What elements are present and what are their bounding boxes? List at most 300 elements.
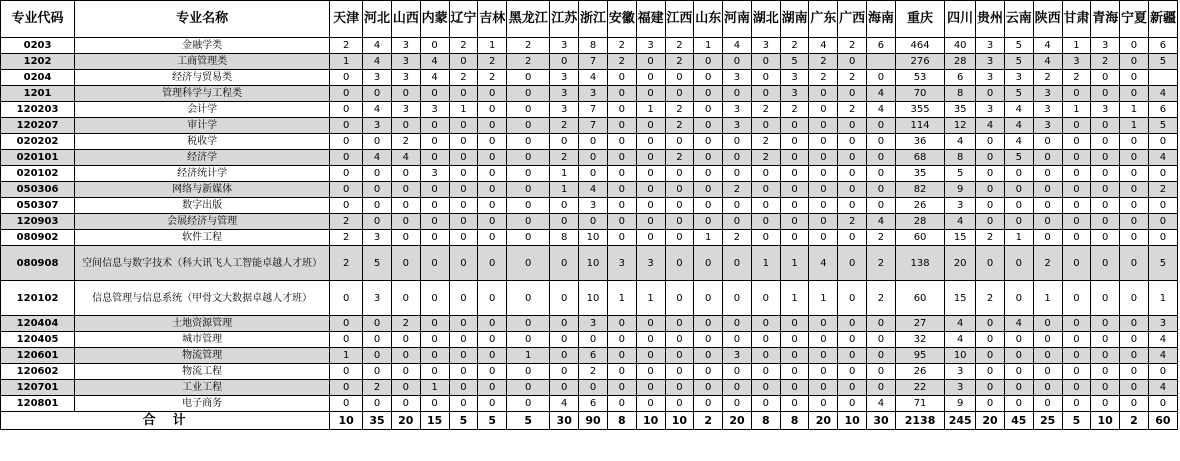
total-cell: 8 [780,412,809,430]
quota-cell: 0 [1033,150,1062,166]
quota-cell: 0 [330,380,363,396]
quota-cell: 2 [665,102,694,118]
quota-cell: 3 [636,246,665,281]
header-province: 山西 [391,1,420,38]
quota-cell: 0 [751,118,780,134]
quota-cell: 0 [507,281,550,316]
quota-cell: 0 [976,380,1005,396]
quota-cell: 0 [780,182,809,198]
quota-cell: 0 [420,182,449,198]
quota-cell: 0 [1004,166,1033,182]
quota-cell: 0 [723,150,752,166]
quota-cell: 0 [636,230,665,246]
quota-cell: 0 [1091,230,1120,246]
header-province: 青海 [1091,1,1120,38]
quota-cell: 0 [838,348,867,364]
quota-cell: 0 [420,364,449,380]
quota-cell: 0 [478,230,507,246]
quota-cell: 0 [391,182,420,198]
quota-cell: 0 [665,86,694,102]
quota-cell: 0 [330,198,363,214]
quota-cell: 0 [550,380,579,396]
quota-cell: 4 [723,38,752,54]
quota-cell: 0 [1120,230,1149,246]
quota-cell: 0 [665,70,694,86]
quota-cell: 0 [636,364,665,380]
quota-cell: 3 [391,54,420,70]
quota-cell: 0 [391,364,420,380]
total-label: 合 计 [1,412,330,430]
quota-cell: 0 [1033,230,1062,246]
quota-cell: 0 [751,380,780,396]
quota-cell: 0 [976,166,1005,182]
quota-cell: 0 [607,118,636,134]
quota-cell: 0 [391,118,420,134]
quota-cell: 0 [665,364,694,380]
quota-cell: 0 [1033,332,1062,348]
quota-cell: 0 [976,246,1005,281]
quota-cell: 4 [945,332,976,348]
major-name: 信息管理与信息系统（甲骨文大数据卓越人才班） [75,281,330,316]
header-province: 陕西 [1033,1,1062,38]
quota-cell: 0 [1004,380,1033,396]
quota-cell: 0 [694,102,723,118]
quota-cell: 0 [1091,182,1120,198]
table-row [1,134,1178,150]
table-row [1,54,1178,70]
total-cell: 60 [1148,412,1177,430]
quota-cell: 0 [809,134,838,150]
quota-cell: 0 [363,348,392,364]
quota-cell: 7 [579,102,608,118]
total-cell: 2 [694,412,723,430]
quota-cell: 0 [449,150,478,166]
quota-cell: 0 [838,86,867,102]
quota-cell: 0 [607,380,636,396]
quota-cell: 0 [1148,166,1177,182]
quota-cell: 3 [550,70,579,86]
quota-cell: 0 [665,348,694,364]
quota-cell: 4 [363,150,392,166]
quota-cell: 0 [1120,150,1149,166]
quota-cell: 4 [579,182,608,198]
quota-cell: 0 [665,230,694,246]
quota-cell: 4 [867,214,896,230]
quota-cell: 68 [895,150,944,166]
quota-cell: 0 [1062,166,1091,182]
quota-cell: 4 [976,118,1005,134]
quota-cell: 0 [665,134,694,150]
total-cell: 5 [478,412,507,430]
quota-cell: 1 [1148,281,1177,316]
quota-cell: 20 [945,246,976,281]
quota-cell: 0 [550,364,579,380]
header-province: 江西 [665,1,694,38]
quota-cell: 0 [478,150,507,166]
quota-cell: 0 [838,198,867,214]
header-province: 新疆 [1148,1,1177,38]
quota-cell: 0 [478,380,507,396]
quota-cell: 0 [507,70,550,86]
quota-cell: 0 [449,281,478,316]
quota-cell: 0 [867,364,896,380]
quota-cell: 0 [420,38,449,54]
quota-cell: 0 [1120,214,1149,230]
quota-cell: 0 [478,182,507,198]
quota-cell: 5 [1148,246,1177,281]
quota-cell: 3 [1091,38,1120,54]
quota-cell: 3 [391,70,420,86]
quota-cell: 0 [694,246,723,281]
quota-cell: 0 [507,150,550,166]
quota-cell: 0 [507,364,550,380]
quota-cell: 0 [1004,348,1033,364]
quota-cell: 4 [1148,348,1177,364]
quota-cell: 0 [330,364,363,380]
quota-cell: 2 [751,150,780,166]
quota-cell: 1 [330,348,363,364]
quota-cell: 0 [507,246,550,281]
quota-cell: 0 [723,281,752,316]
quota-cell: 0 [391,86,420,102]
quota-cell: 6 [579,396,608,412]
quota-cell: 0 [1033,364,1062,380]
quota-cell: 0 [1062,396,1091,412]
quota-cell: 0 [550,134,579,150]
quota-cell: 0 [550,281,579,316]
major-name: 税收学 [75,134,330,150]
total-cell: 5 [507,412,550,430]
quota-cell: 1 [607,281,636,316]
quota-cell: 3 [579,198,608,214]
table-row [1,396,1178,412]
quota-cell: 138 [895,246,944,281]
quota-cell: 0 [1062,86,1091,102]
header-province: 甘肃 [1062,1,1091,38]
quota-cell: 8 [579,38,608,54]
table-row [1,316,1178,332]
table-row [1,332,1178,348]
quota-cell: 2 [478,54,507,70]
quota-cell: 0 [976,316,1005,332]
quota-cell: 0 [607,364,636,380]
quota-cell: 2 [330,38,363,54]
quota-cell: 3 [363,281,392,316]
quota-cell: 0 [665,166,694,182]
header-province: 吉林 [478,1,507,38]
quota-cell: 0 [1004,364,1033,380]
quota-cell: 28 [895,214,944,230]
major-name: 经济学 [75,150,330,166]
major-name: 空间信息与数字技术（科大讯飞人工智能卓越人才班） [75,246,330,281]
quota-cell: 0 [723,86,752,102]
quota-cell: 4 [809,246,838,281]
quota-cell: 0 [1148,230,1177,246]
quota-cell: 0 [751,182,780,198]
total-cell: 2138 [895,412,944,430]
major-code: 020101 [1,150,75,166]
quota-cell: 0 [391,332,420,348]
quota-cell: 0 [867,166,896,182]
table-row [1,348,1178,364]
quota-cell: 0 [1004,214,1033,230]
table-row [1,182,1178,198]
table-row [1,198,1178,214]
quota-cell: 4 [420,54,449,70]
total-cell: 5 [449,412,478,430]
quota-cell: 0 [723,54,752,70]
quota-cell: 0 [478,396,507,412]
quota-cell: 0 [780,150,809,166]
table-row [1,364,1178,380]
quota-cell: 5 [1004,150,1033,166]
quota-cell: 0 [751,364,780,380]
quota-cell: 0 [1033,198,1062,214]
quota-cell: 0 [478,134,507,150]
quota-cell: 0 [976,134,1005,150]
quota-cell: 0 [330,281,363,316]
quota-cell: 0 [363,198,392,214]
quota-cell: 0 [838,230,867,246]
quota-cell: 0 [694,316,723,332]
quota-cell: 1 [1004,230,1033,246]
quota-cell: 4 [363,102,392,118]
quota-cell: 5 [780,54,809,70]
quota-cell: 2 [1033,70,1062,86]
quota-cell: 2 [867,281,896,316]
quota-cell: 0 [449,246,478,281]
quota-cell: 0 [867,380,896,396]
header-name: 专业名称 [75,1,330,38]
table-row [1,166,1178,182]
quota-cell: 0 [1004,198,1033,214]
quota-cell: 0 [636,134,665,150]
quota-cell: 4 [1004,102,1033,118]
quota-cell: 4 [391,150,420,166]
quota-cell: 1 [636,102,665,118]
quota-cell: 276 [895,54,944,70]
quota-cell: 0 [1033,182,1062,198]
quota-cell: 0 [809,396,838,412]
quota-cell: 0 [838,118,867,134]
quota-cell: 0 [694,70,723,86]
quota-cell: 0 [867,316,896,332]
quota-cell: 2 [1062,70,1091,86]
total-cell: 2 [1120,412,1149,430]
major-code: 120203 [1,102,75,118]
quota-cell: 0 [809,332,838,348]
quota-cell: 0 [976,150,1005,166]
quota-cell: 0 [420,348,449,364]
quota-cell: 0 [478,348,507,364]
quota-cell: 1 [550,166,579,182]
quota-cell: 0 [976,332,1005,348]
quota-cell: 4 [363,54,392,70]
quota-cell: 0 [391,380,420,396]
quota-cell: 3 [391,102,420,118]
total-cell: 10 [665,412,694,430]
header-province: 福建 [636,1,665,38]
quota-cell: 0 [449,118,478,134]
quota-cell: 7 [579,118,608,134]
header-province: 湖北 [751,1,780,38]
quota-cell: 0 [751,54,780,70]
quota-cell: 0 [723,246,752,281]
quota-cell: 0 [976,214,1005,230]
quota-cell: 0 [607,102,636,118]
quota-cell: 0 [507,166,550,182]
quota-cell: 0 [607,396,636,412]
quota-cell: 0 [636,150,665,166]
header-province: 黑龙江 [507,1,550,38]
quota-cell: 0 [809,230,838,246]
quota-cell: 9 [945,396,976,412]
quota-cell: 0 [330,332,363,348]
quota-cell: 0 [607,166,636,182]
quota-cell: 3 [751,38,780,54]
quota-cell: 0 [550,54,579,70]
major-code: 120602 [1,364,75,380]
major-name: 经济与贸易类 [75,70,330,86]
quota-cell: 0 [809,166,838,182]
quota-cell: 4 [945,214,976,230]
quota-cell: 0 [838,281,867,316]
quota-cell: 0 [780,348,809,364]
quota-cell: 1 [478,38,507,54]
quota-cell: 0 [420,86,449,102]
quota-cell: 0 [420,281,449,316]
quota-cell: 0 [330,102,363,118]
quota-cell: 0 [780,364,809,380]
quota-cell: 0 [330,118,363,134]
quota-cell: 0 [751,70,780,86]
quota-cell: 0 [723,198,752,214]
quota-cell: 3 [723,118,752,134]
quota-cell: 3 [636,38,665,54]
quota-cell: 0 [723,380,752,396]
total-cell: 20 [723,412,752,430]
quota-cell: 1 [449,102,478,118]
quota-cell: 3 [780,86,809,102]
quota-cell: 3 [550,86,579,102]
table-row [1,281,1178,316]
quota-cell: 3 [976,38,1005,54]
quota-cell: 6 [945,70,976,86]
major-name: 工业工程 [75,380,330,396]
quota-cell: 0 [694,348,723,364]
quota-cell: 0 [1120,38,1149,54]
major-code: 1201 [1,86,75,102]
header-province: 安徽 [607,1,636,38]
quota-cell: 0 [507,118,550,134]
quota-cell: 0 [976,182,1005,198]
major-name: 管理科学与工程类 [75,86,330,102]
quota-cell: 0 [780,396,809,412]
quota-cell: 3 [579,86,608,102]
quota-cell: 0 [420,118,449,134]
table-row [1,86,1178,102]
quota-cell: 0 [507,86,550,102]
quota-cell: 2 [665,38,694,54]
major-code: 120701 [1,380,75,396]
quota-cell: 0 [420,246,449,281]
quota-cell: 0 [449,182,478,198]
header-province: 内蒙 [420,1,449,38]
quota-cell: 0 [1062,182,1091,198]
quota-cell: 2 [867,230,896,246]
quota-cell: 2 [838,214,867,230]
quota-cell: 3 [363,70,392,86]
quota-cell: 4 [550,396,579,412]
quota-cell: 2 [809,70,838,86]
total-cell: 245 [945,412,976,430]
quota-cell: 3 [976,102,1005,118]
quota-cell: 0 [330,166,363,182]
quota-cell: 0 [607,150,636,166]
quota-cell: 5 [945,166,976,182]
total-cell: 10 [1091,412,1120,430]
header-province: 海南 [867,1,896,38]
quota-cell: 4 [1004,316,1033,332]
quota-cell: 0 [1033,316,1062,332]
quota-cell: 3 [1091,102,1120,118]
quota-cell: 2 [507,38,550,54]
quota-cell: 0 [723,134,752,150]
quota-cell: 3 [363,230,392,246]
quota-cell: 0 [1062,316,1091,332]
quota-cell: 0 [838,364,867,380]
total-cell: 45 [1004,412,1033,430]
quota-cell: 0 [449,54,478,70]
quota-cell: 0 [478,86,507,102]
header-province: 辽宁 [449,1,478,38]
total-cell: 10 [838,412,867,430]
quota-cell: 1 [330,54,363,70]
quota-cell: 6 [579,348,608,364]
quota-cell: 15 [945,230,976,246]
quota-cell: 0 [607,134,636,150]
quota-cell [867,54,896,70]
quota-cell: 26 [895,364,944,380]
quota-cell: 3 [420,166,449,182]
quota-cell: 0 [1033,134,1062,150]
quota-cell: 82 [895,182,944,198]
quota-cell: 0 [809,118,838,134]
quota-cell: 1 [809,281,838,316]
quota-cell: 0 [449,166,478,182]
quota-cell: 0 [1091,166,1120,182]
quota-cell: 0 [636,380,665,396]
quota-cell: 0 [809,102,838,118]
quota-cell: 2 [976,281,1005,316]
quota-cell: 464 [895,38,944,54]
quota-cell: 0 [478,332,507,348]
quota-cell: 3 [723,70,752,86]
quota-cell: 0 [751,230,780,246]
quota-cell: 0 [867,118,896,134]
quota-cell: 0 [1091,150,1120,166]
table-row [1,150,1178,166]
quota-cell: 0 [838,134,867,150]
quota-cell: 0 [665,198,694,214]
major-name: 土地资源管理 [75,316,330,332]
table-row [1,246,1178,281]
quota-cell: 0 [751,198,780,214]
major-name: 工商管理类 [75,54,330,70]
quota-cell: 2 [330,214,363,230]
header-province: 湖南 [780,1,809,38]
quota-cell: 0 [1120,70,1149,86]
